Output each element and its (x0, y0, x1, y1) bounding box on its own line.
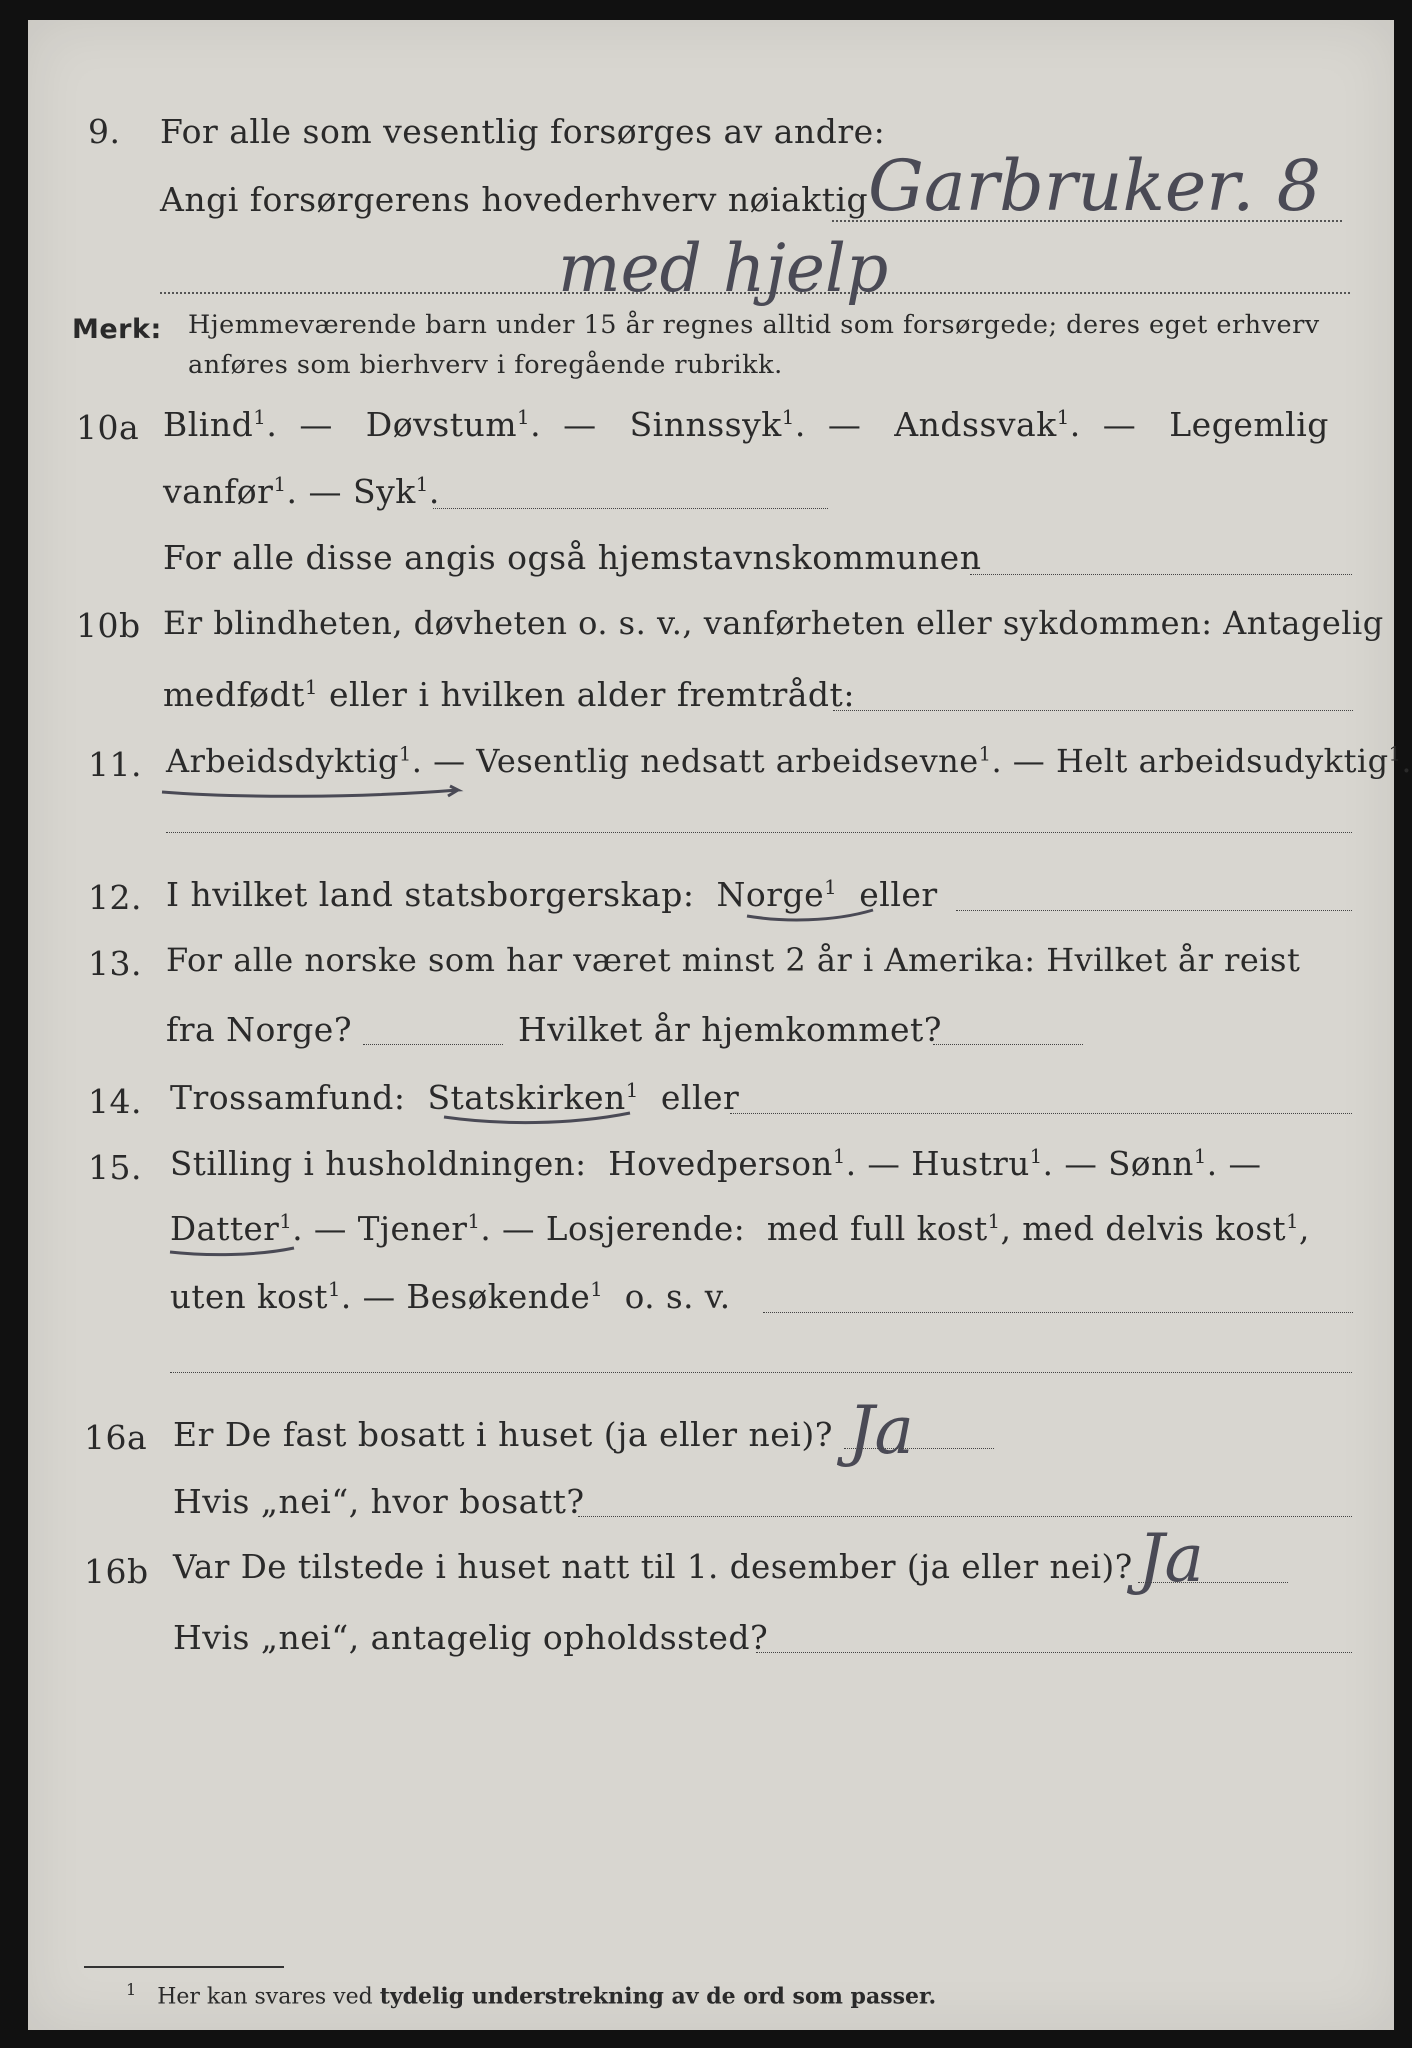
q14-eller: eller (660, 1078, 740, 1117)
q11-fill-line (166, 832, 1352, 833)
q10a-line3: For alle disse angis også hjemstavnskommunen (163, 538, 982, 577)
q16a-number: 16a (84, 1418, 148, 1457)
q10a-line1: Blind$^1$. — Døvstum$^1$. — Sinnssyk$^1$. — Andssvak$^1$. — Legemlig (163, 405, 1329, 444)
merk-label: Merk: (72, 314, 162, 345)
q15-line3: uten kost$^1$. — Besøkende$^1$ o. s. v. (170, 1278, 731, 1316)
q10b-number: 10b (76, 606, 141, 645)
q13-line1: For alle norske som har været minst 2 år i Amerika: Hvilket år reist (166, 941, 1301, 979)
option-statskirken: Statskirken (427, 1078, 626, 1117)
option-delvis-kost: med delvis kost (1022, 1210, 1287, 1248)
handwritten-underline-datter (166, 1238, 306, 1268)
option-medfodt: medfødt (163, 675, 305, 714)
q16b-fill-line2 (756, 1652, 1352, 1653)
q16b-line1: Var De tilstede i huset natt til 1. desember (ja eller nei)? (173, 1548, 1133, 1586)
q9-line2: Angi forsørgerens hovederhverv nøiaktig (160, 180, 869, 219)
q13-line2a: fra Norge? (166, 1010, 353, 1049)
q12-number: 12. (88, 878, 142, 917)
q14-number: 14. (88, 1082, 142, 1121)
q9-number: 9. (88, 112, 121, 151)
footnote-bold-text: tydelig understrekning av de ord som passer. (379, 1983, 937, 2010)
q13-fill-hjemkommet (933, 1044, 1083, 1045)
q9-line1: For alle som vesentlig forsørges av andre: (160, 112, 886, 151)
option-vanfor: vanfør (163, 472, 274, 511)
handwritten-underline-arbeidsdyktig (158, 778, 478, 808)
q16a-fill-line1 (844, 1448, 994, 1449)
q16b-line2: Hvis „nei“, antagelig opholdssted? (173, 1618, 769, 1657)
q16a-handwritten-answer: Ja (848, 1392, 914, 1469)
q14-label: Trossamfund: (170, 1078, 406, 1117)
q15-fill-line4 (170, 1372, 1352, 1373)
q16a-line2: Hvis „nei“, hvor bosatt? (173, 1482, 585, 1521)
q12-line: I hvilket land statsborgerskap: Norge$^1$ eller (166, 875, 938, 914)
q16a-line1: Er De fast bosatt i huset (ja eller nei)? (173, 1415, 833, 1454)
option-datter: Datter (170, 1210, 280, 1248)
option-dovstum: Døvstum (365, 405, 518, 444)
q16a-fill-line2 (578, 1516, 1352, 1517)
handwritten-underline-statskirken (440, 1105, 640, 1135)
q10b-line1: Er blindheten, døvheten o. s. v., vanførheten eller sykdommen: Antagelig (163, 604, 1384, 642)
footnote-mark: 1 (126, 1980, 137, 1999)
option-nedsatt-arbeidsevne: Vesentlig nedsatt arbeidsevne (476, 742, 979, 780)
q13-line2b: Hvilket år hjemkommet? (518, 1010, 942, 1049)
option-losjerende: Losjerende: (545, 1210, 746, 1248)
q10a-fill-line3 (970, 574, 1352, 575)
q9-handwritten-answer1: Garbruker. 8 (868, 145, 1322, 227)
q10a-fill-line2 (433, 508, 828, 509)
option-andssvak: Andssvak (894, 405, 1057, 444)
option-hustru: Hustru (911, 1145, 1030, 1183)
q16b-fill-line1 (1138, 1582, 1288, 1583)
option-tjener: Tjener (357, 1210, 468, 1248)
q15-label: Stilling i husholdningen: (170, 1145, 587, 1183)
option-sinnssyk: Sinnssyk (629, 405, 782, 444)
merk-line1: Hjemmeværende barn under 15 år regnes alltid som forsørgede; deres eget erhverv (188, 310, 1320, 340)
q10b-line2: medfødt$^1$ eller i hvilken alder fremtrådt: (163, 675, 855, 714)
q12-eller: eller (859, 875, 938, 914)
q15-osv: o. s. v. (624, 1278, 731, 1316)
option-norge: Norge (716, 875, 825, 914)
option-arbeidsudyktig: Helt arbeidsudyktig (1055, 742, 1389, 780)
q16b-handwritten-answer: Ja (1138, 1520, 1204, 1597)
q11-number: 11. (88, 745, 142, 784)
option-hovedperson: Hovedperson (608, 1145, 833, 1183)
option-syk: Syk (353, 472, 416, 511)
form-page (28, 20, 1412, 2030)
option-besokende: Besøkende (406, 1278, 591, 1316)
q10a-number: 10a (76, 408, 140, 447)
q16b-number: 16b (84, 1552, 149, 1591)
q15-line2: Datter$^1$. — Tjener$^1$. — Losjerende: med full kost$^1$, med delvis kost$^1$, (170, 1210, 1310, 1248)
q10a-line2: vanfør$^1$. — Syk$^1$. (163, 472, 440, 511)
q15-line1: Stilling i husholdningen: Hovedperson$^1$. — Hustru$^1$. — Sønn$^1$. — (170, 1145, 1262, 1183)
option-sonn: Sønn (1108, 1145, 1194, 1183)
footnote-rule (84, 1966, 284, 1968)
option-legemlig: Legemlig (1169, 405, 1329, 444)
option-arbeidsdyktig: Arbeidsdyktig (166, 742, 399, 780)
q15-number: 15. (88, 1148, 142, 1187)
option-uten-kost: uten kost (170, 1278, 328, 1316)
q11-line1: Arbeidsdyktig$^1$. — Vesentlig nedsatt arbeidsevne$^1$. — Helt arbeidsudyktig$^1$. (166, 742, 1412, 780)
q14-fill-line (730, 1113, 1352, 1114)
merk-line2: anføres som bierhverv i foregående rubrikk. (188, 350, 783, 380)
q14-line: Trossamfund: Statskirken$^1$ eller (170, 1078, 740, 1117)
q10b-fill-line2 (833, 710, 1353, 711)
option-blind: Blind (163, 405, 254, 444)
option-full-kost: med full kost (766, 1210, 988, 1248)
q12-label: I hvilket land statsborgerskap: (166, 875, 695, 914)
q9-handwritten-answer2: med hjelp (558, 230, 889, 307)
footnote-text: Her kan svares ved (157, 1984, 373, 2010)
handwritten-underline-norge (743, 900, 883, 930)
q10b-line2-text: eller i hvilken alder fremtrådt: (329, 675, 855, 714)
q12-fill-line (956, 910, 1352, 911)
q15-fill-line3 (763, 1312, 1353, 1313)
q13-number: 13. (88, 944, 142, 983)
q13-fill-reist (363, 1044, 503, 1045)
footnote (126, 1980, 936, 2009)
